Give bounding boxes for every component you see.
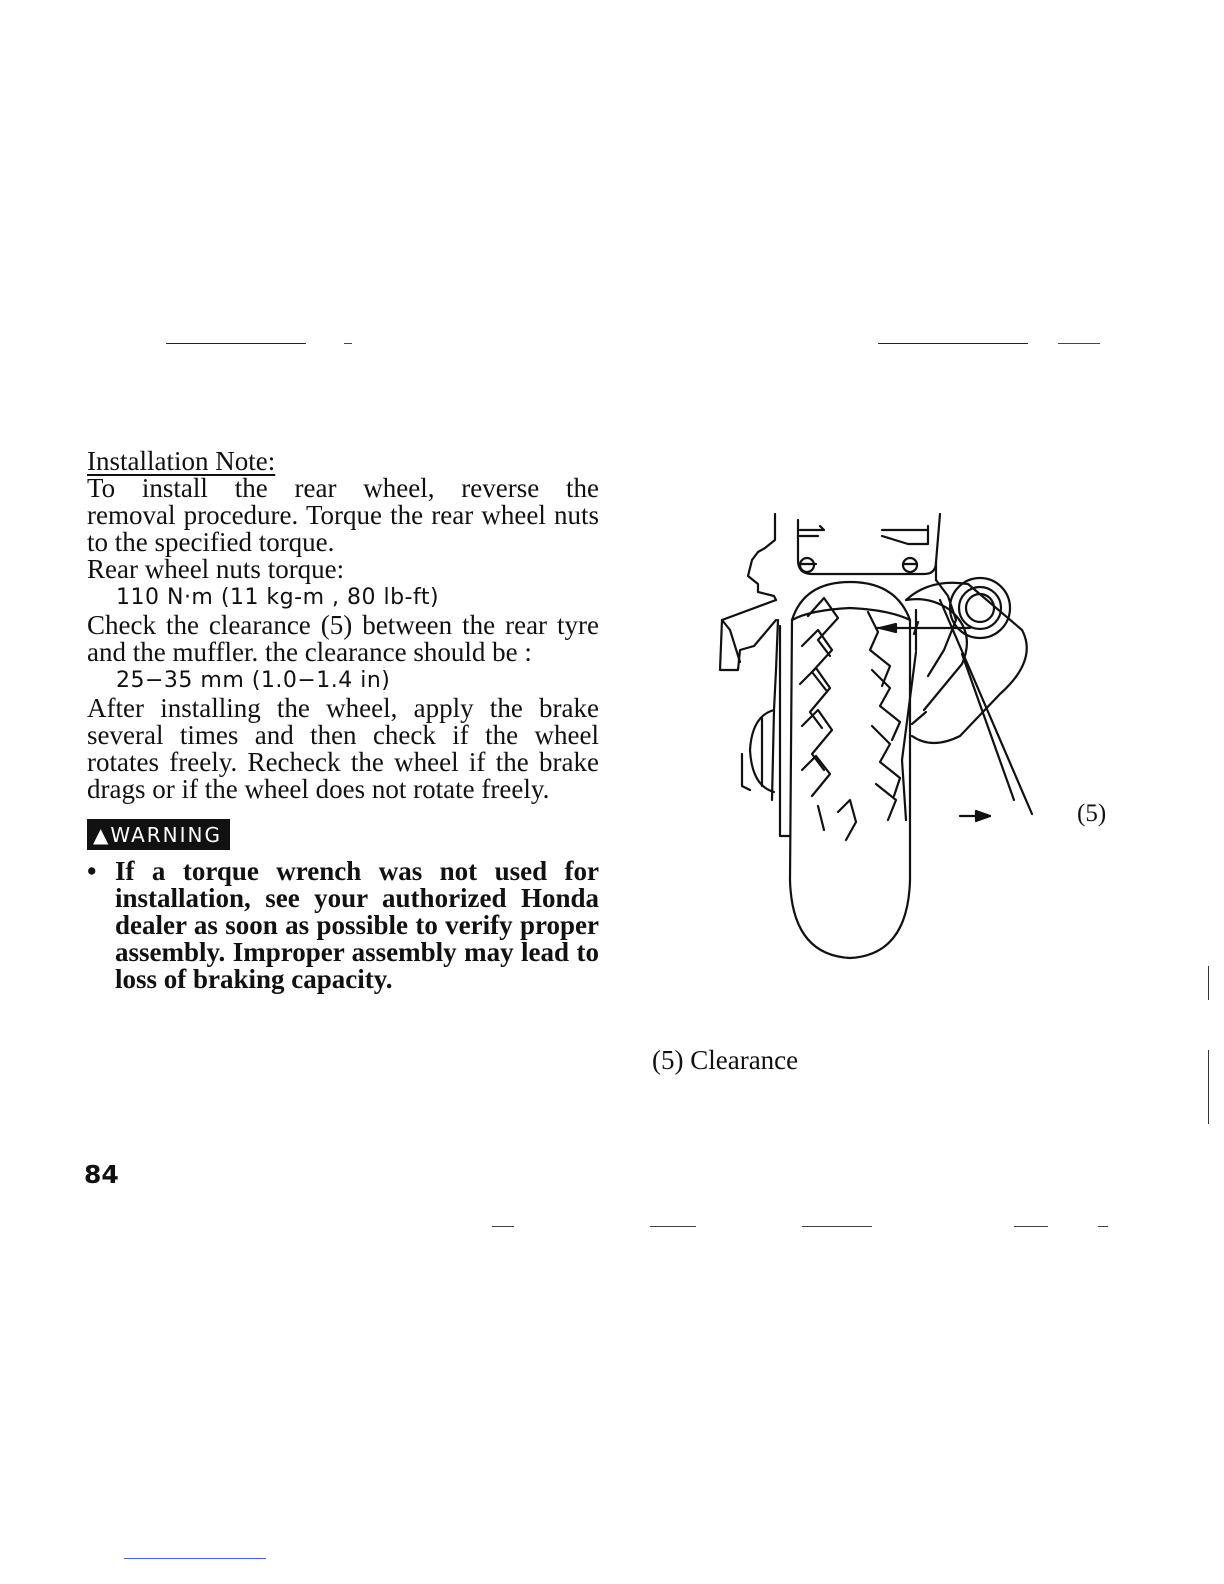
bottom-rule-2 xyxy=(650,1226,696,1227)
bottom-rule-5 xyxy=(1098,1226,1108,1227)
installation-note-heading: Installation Note: xyxy=(87,446,276,476)
torque-label: Rear wheel nuts torque: xyxy=(87,554,345,584)
after-install-paragraph: After installing the wheel, apply the brake several times and then check if the wheel rotates freely. Recheck the wheel if the brake drags or if the wheel does not rotate freely. xyxy=(87,693,599,804)
warning-item xyxy=(87,858,599,993)
bottom-rule-1 xyxy=(492,1226,514,1227)
torque-value: 110 N·m (11 kg-m , 80 lb-ft) xyxy=(116,585,440,610)
figure-callout-label: (5) xyxy=(1077,800,1107,827)
left-column xyxy=(87,448,599,993)
top-rule-left-dash xyxy=(344,343,352,344)
warning-list xyxy=(87,858,599,993)
top-rule-right-dash xyxy=(1058,343,1100,344)
warning-label: ▲WARNING xyxy=(87,819,230,850)
bottom-rule-3 xyxy=(802,1226,872,1227)
top-rule-left xyxy=(166,343,306,344)
bullet-icon: • xyxy=(87,856,97,886)
top-rule-right xyxy=(878,343,1028,344)
figure-caption: (5) Clearance xyxy=(652,1045,799,1075)
right-margin-mark-2 xyxy=(1208,1050,1209,1124)
right-margin-mark-1 xyxy=(1208,966,1209,1000)
bottom-rule-4 xyxy=(1014,1226,1048,1227)
warning-text: If a torque wrench was not used for installation, see your authorized Honda dealer as soon as possible to verify proper assembly. Improper assembly may lead to loss of braking capacity. xyxy=(115,856,599,994)
rear-wheel-clearance-illustration xyxy=(700,500,1040,970)
bottom-blue-rule xyxy=(124,1558,266,1559)
clearance-paragraph: Check the clearance (5) between the rear tyre and the muffler. the clearance should be : xyxy=(87,610,599,667)
intro-paragraph: removal procedure. Torque the rear wheel nuts to the specified torque. xyxy=(87,500,599,557)
page-number: 84 xyxy=(84,1160,119,1189)
intro-line: To install the rear wheel, reverse the xyxy=(87,473,599,503)
clearance-value: 25−35 mm (1.0−1.4 in) xyxy=(116,668,391,693)
